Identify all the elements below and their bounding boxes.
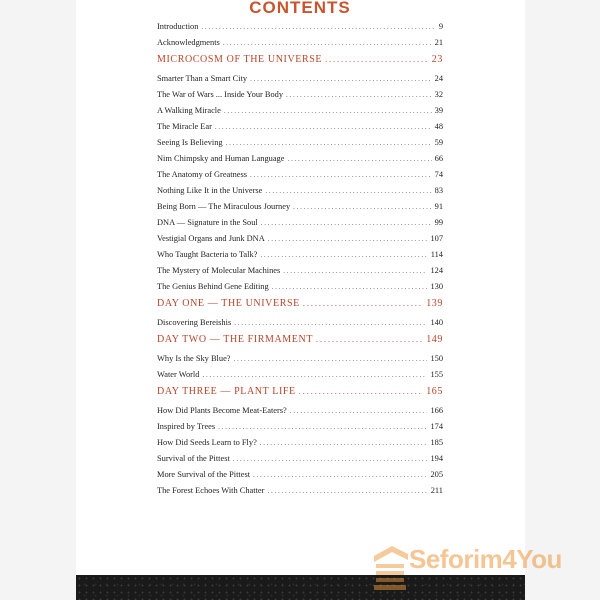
toc-page-number: 174 xyxy=(430,422,443,431)
toc-page-number: 155 xyxy=(430,370,443,379)
table-of-contents xyxy=(157,22,443,502)
toc-entry xyxy=(157,170,443,186)
toc-page-number: 165 xyxy=(426,386,443,397)
toc-page-number: 194 xyxy=(430,454,443,463)
toc-entry-title: MICROCOSM OF THE UNIVERSE xyxy=(157,54,323,65)
toc-entry-title: Nim Chimpsky and Human Language xyxy=(157,154,285,163)
toc-page-number: 24 xyxy=(434,74,443,83)
toc-entry xyxy=(157,354,443,370)
toc-page-number: 48 xyxy=(434,122,443,131)
toc-entry-title: DAY THREE — PLANT LIFE xyxy=(157,386,296,397)
toc-page-number: 211 xyxy=(430,486,443,495)
dot-leader xyxy=(290,407,428,415)
toc-entry-title: The Miracle Ear xyxy=(157,122,212,131)
toc-page-number: 39 xyxy=(434,106,443,115)
dot-leader xyxy=(287,155,431,163)
toc-entry xyxy=(157,438,443,454)
toc-entry xyxy=(157,486,443,502)
toc-section-heading xyxy=(157,54,443,73)
dot-leader xyxy=(316,335,423,344)
toc-entry-title: Smarter Than a Smart City xyxy=(157,74,248,83)
toc-entry xyxy=(157,266,443,282)
toc-page-number: 150 xyxy=(430,354,443,363)
dot-leader xyxy=(250,75,432,83)
watermark xyxy=(365,528,600,600)
dot-leader xyxy=(261,219,432,227)
toc-entry-title: Seeing Is Believing xyxy=(157,138,223,147)
dot-leader xyxy=(223,39,432,47)
toc-entry-title: How Did Seeds Learn to Fly? xyxy=(157,438,257,447)
toc-entry-title: The Forest Echoes With Chatter xyxy=(157,486,265,495)
toc-entry xyxy=(157,74,443,90)
toc-page-number: 140 xyxy=(430,318,443,327)
toc-entry xyxy=(157,202,443,218)
toc-section-heading xyxy=(157,334,443,353)
dot-leader xyxy=(224,107,432,115)
dot-leader xyxy=(226,139,432,147)
toc-page-number: 83 xyxy=(434,186,443,195)
dot-leader xyxy=(218,423,427,431)
toc-entry xyxy=(157,470,443,486)
dot-leader xyxy=(234,319,427,327)
dot-leader xyxy=(202,371,427,379)
toc-page-number: 9 xyxy=(438,22,443,31)
toc-entry-title: Discovering Bereishis xyxy=(157,318,232,327)
toc-entry-title: DAY ONE — THE UNIVERSE xyxy=(157,298,300,309)
toc-page-number: 205 xyxy=(430,470,443,479)
toc-entry xyxy=(157,318,443,334)
dot-leader xyxy=(233,455,428,463)
toc-entry xyxy=(157,250,443,266)
dot-leader xyxy=(286,91,432,99)
toc-entry xyxy=(157,186,443,202)
dot-leader xyxy=(303,299,423,308)
watermark-text: Seforim4You xyxy=(409,544,562,574)
toc-page-number: 23 xyxy=(431,54,443,65)
toc-entry-title: DNA — Signature in the Soul xyxy=(157,218,258,227)
dot-leader xyxy=(234,355,428,363)
toc-entry-title: Introduction xyxy=(157,22,199,31)
dot-leader xyxy=(272,283,428,291)
dot-leader xyxy=(293,203,431,211)
toc-page-number: 124 xyxy=(430,266,443,275)
toc-entry-title: How Did Plants Become Meat-Eaters? xyxy=(157,406,287,415)
dot-leader xyxy=(265,187,431,195)
toc-entry xyxy=(157,90,443,106)
toc-page-number: 107 xyxy=(430,234,443,243)
toc-entry-title: Survival of the Pittest xyxy=(157,454,230,463)
toc-entry-title: A Walking Miracle xyxy=(157,106,221,115)
dot-leader xyxy=(201,23,435,31)
toc-entry-title: DAY TWO — THE FIRMAMENT xyxy=(157,334,314,345)
toc-entry-title: Why Is the Sky Blue? xyxy=(157,354,231,363)
right-margin xyxy=(525,0,600,600)
toc-entry-title: The Anatomy of Greatness xyxy=(157,170,248,179)
toc-entry-title: Being Born — The Miraculous Journey xyxy=(157,202,291,211)
toc-page-number: 130 xyxy=(430,282,443,291)
dot-leader xyxy=(267,487,427,495)
toc-entry xyxy=(157,234,443,250)
toc-entry xyxy=(157,38,443,54)
toc-entry xyxy=(157,370,443,386)
toc-entry xyxy=(157,406,443,422)
toc-entry xyxy=(157,138,443,154)
left-margin xyxy=(0,0,76,600)
toc-page-number: 66 xyxy=(434,154,443,163)
dot-leader xyxy=(260,439,428,447)
toc-page-number: 99 xyxy=(434,218,443,227)
toc-entry xyxy=(157,22,443,38)
toc-page-number: 32 xyxy=(434,90,443,99)
dot-leader xyxy=(253,471,427,479)
building-logo-icon xyxy=(370,534,412,590)
toc-entry-title: The Mystery of Molecular Machines xyxy=(157,266,281,275)
toc-entry xyxy=(157,154,443,170)
toc-entry-title: Inspired by Trees xyxy=(157,422,216,431)
dot-leader xyxy=(299,387,423,396)
toc-entry xyxy=(157,454,443,470)
toc-page-number: 74 xyxy=(434,170,443,179)
toc-section-heading xyxy=(157,298,443,317)
dot-leader xyxy=(325,55,429,64)
toc-page-number: 149 xyxy=(426,334,443,345)
toc-entry-title: Nothing Like It in the Universe xyxy=(157,186,263,195)
toc-page-number: 59 xyxy=(434,138,443,147)
dot-leader xyxy=(250,171,432,179)
toc-page-number: 139 xyxy=(426,298,443,309)
toc-entry-title: Who Taught Bacteria to Talk? xyxy=(157,250,258,259)
dot-leader xyxy=(215,123,432,131)
toc-entry xyxy=(157,282,443,298)
toc-entry xyxy=(157,218,443,234)
dot-leader xyxy=(260,251,427,259)
toc-entry xyxy=(157,422,443,438)
toc-entry-title: The Genius Behind Gene Editing xyxy=(157,282,269,291)
toc-entry-title: The War of Wars ... Inside Your Body xyxy=(157,90,284,99)
toc-page-number: 91 xyxy=(434,202,443,211)
toc-section-heading xyxy=(157,386,443,405)
toc-entry-title: More Survival of the Pittest xyxy=(157,470,251,479)
toc-page-number: 185 xyxy=(430,438,443,447)
toc-entry-title: Acknowledgments xyxy=(157,38,220,47)
dot-leader xyxy=(283,267,427,275)
toc-page-number: 21 xyxy=(434,38,443,47)
page-title: CONTENTS xyxy=(249,0,351,17)
toc-page-number: 166 xyxy=(430,406,443,415)
toc-entry xyxy=(157,122,443,138)
toc-entry-title: Water World xyxy=(157,370,200,379)
toc-page-number: 114 xyxy=(430,250,443,259)
toc-entry xyxy=(157,106,443,122)
toc-entry-title: Vestigial Organs and Junk DNA xyxy=(157,234,265,243)
dot-leader xyxy=(268,235,428,243)
